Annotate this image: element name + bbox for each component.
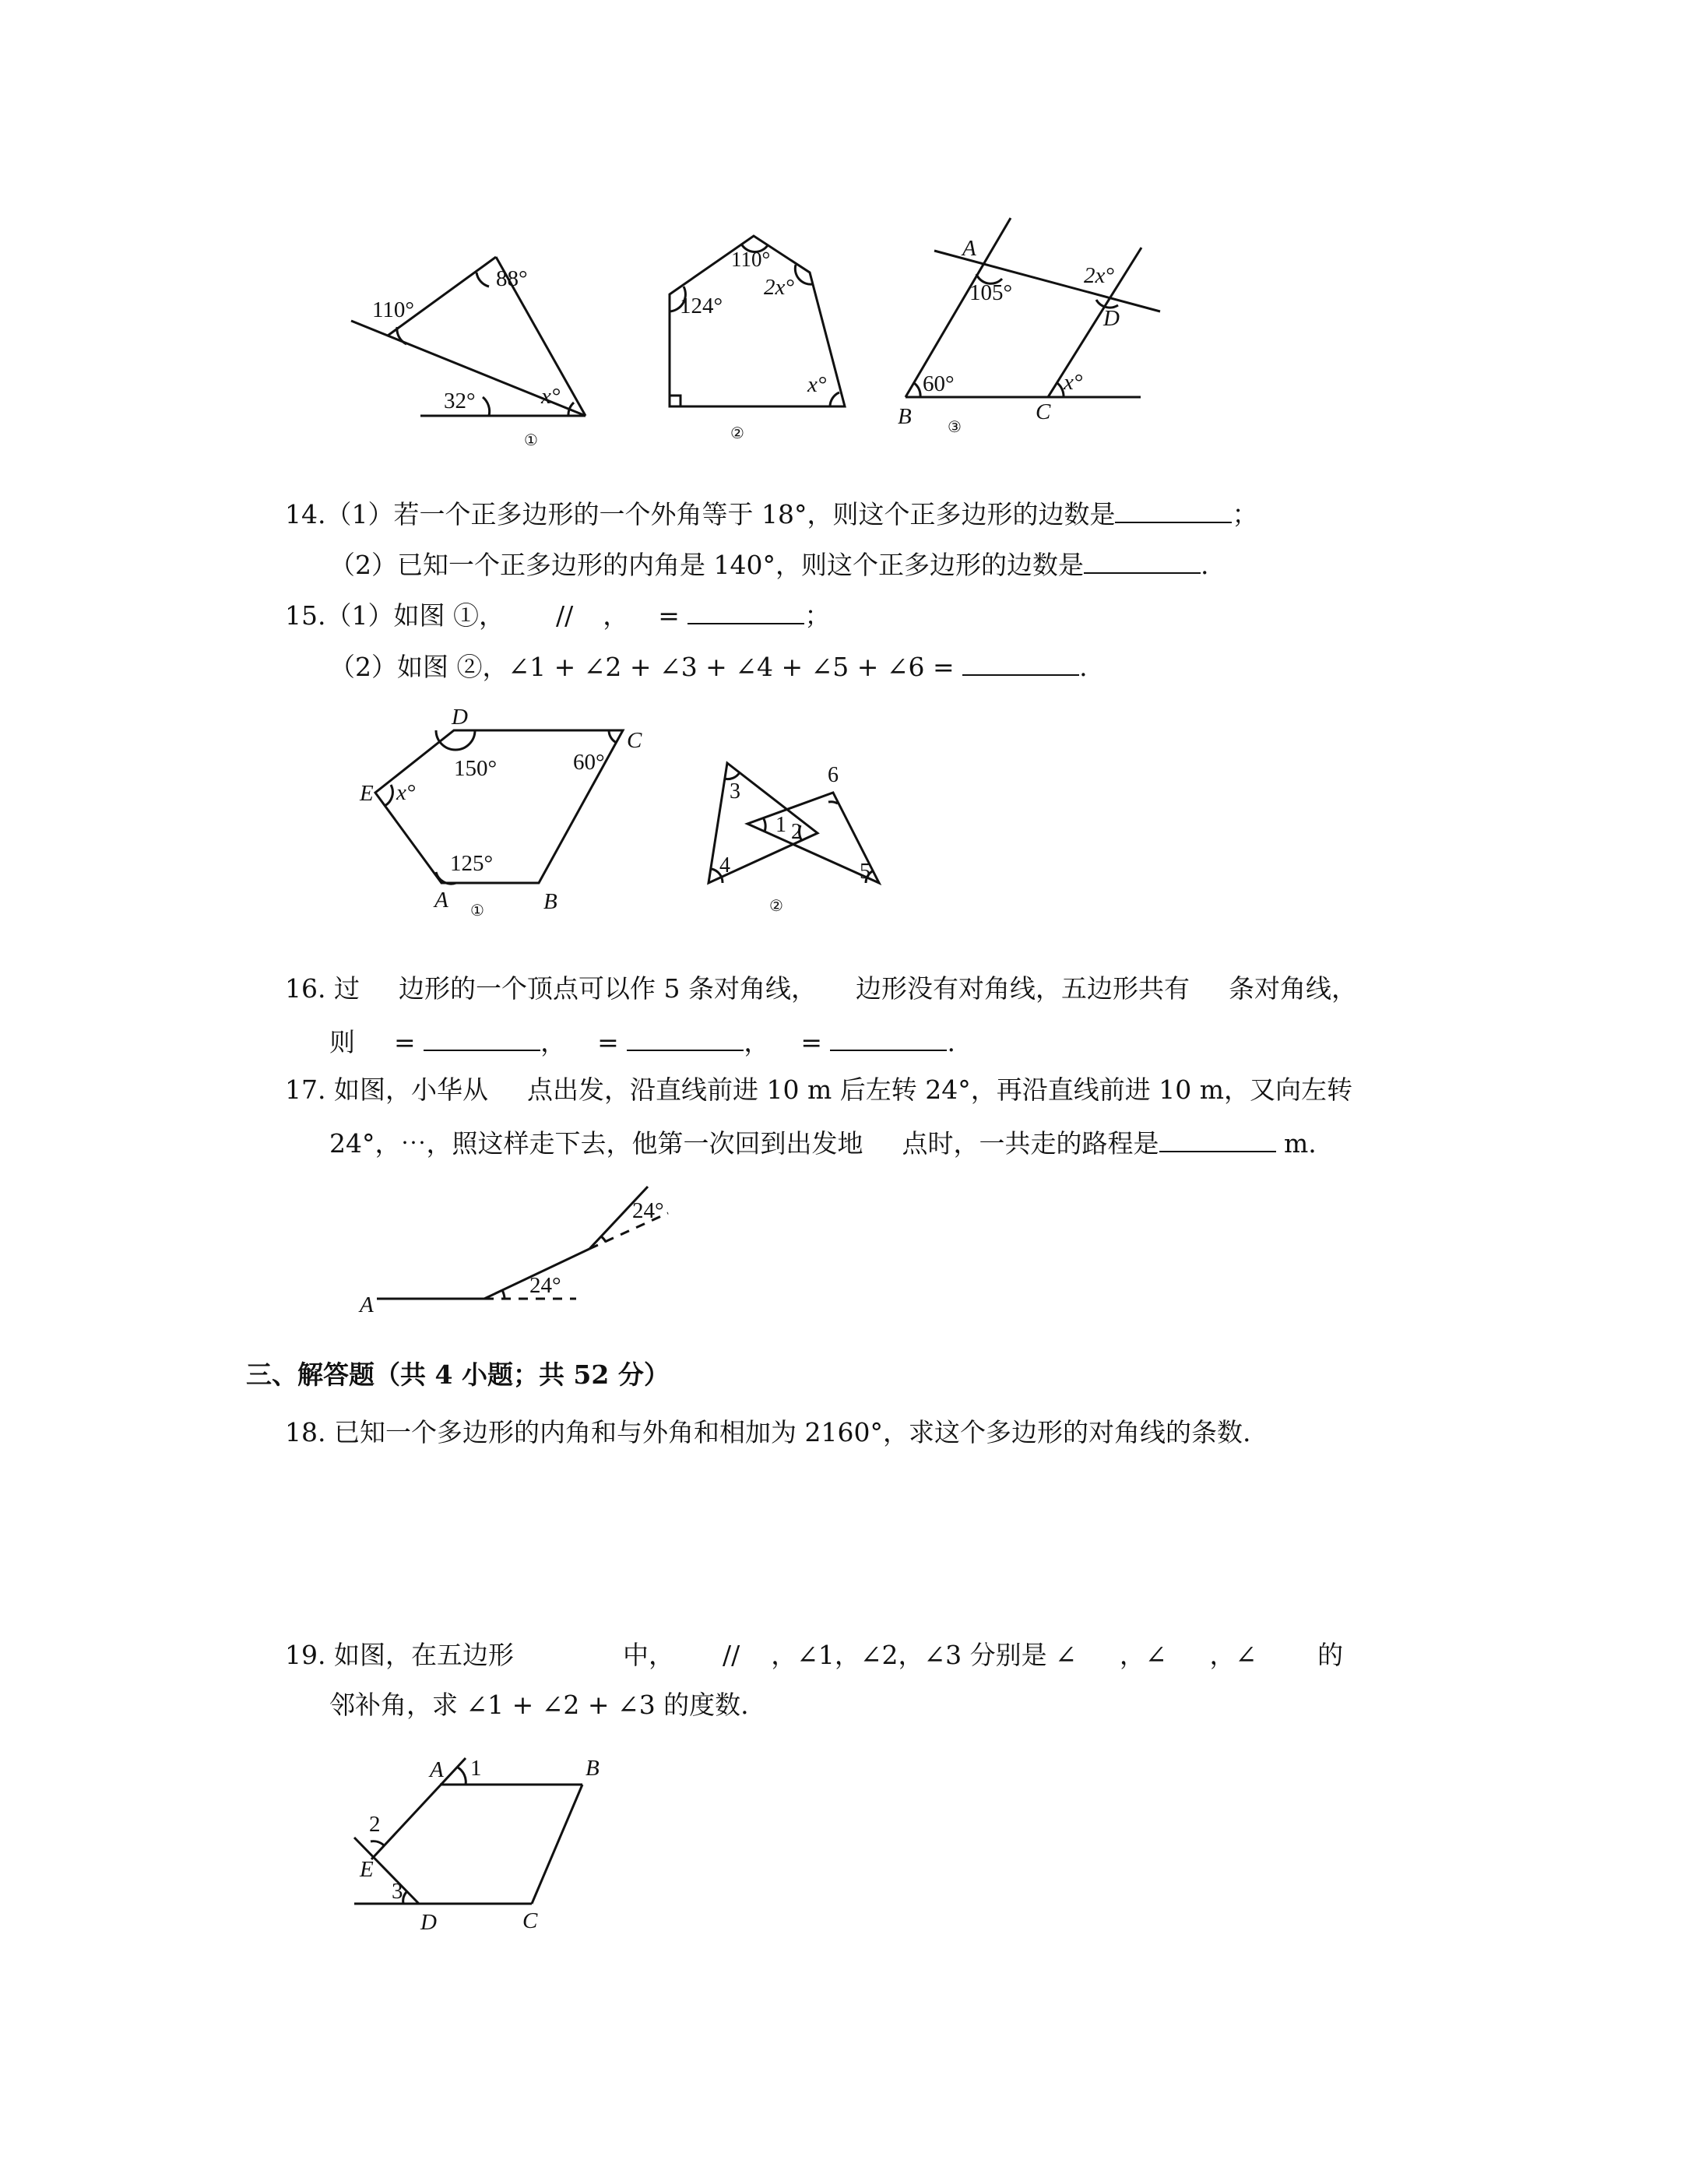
q14-end1: ；: [1232, 499, 1258, 529]
q15-fig1-point-b: B: [543, 889, 557, 914]
fig1-arc-88: [477, 273, 489, 287]
q15-fig1-label-60: 60°: [573, 750, 605, 775]
q17-text1a: 17. 如图，小华从: [285, 1074, 488, 1105]
q15-fig2-arc-1: [763, 818, 765, 832]
fig2-arc-x: [830, 392, 839, 406]
fig3-point-d: D: [1103, 306, 1120, 331]
q15-fig2-label-2: 2: [791, 820, 802, 844]
q16-text1b: 边形的一个顶点可以作 5 条对角线，: [398, 973, 817, 1004]
q15-fig1-label-x: x°: [396, 780, 416, 805]
q16-eq3: =: [800, 1027, 822, 1057]
q19-text1e: ，∠: [1119, 1640, 1167, 1670]
q16-text1a: 16. 过: [285, 973, 360, 1004]
q19-label-2: 2: [369, 1812, 381, 1837]
q15-fig2-label-3: 3: [730, 779, 740, 804]
q19-line2: [329, 1688, 749, 1722]
fig1-arc-32: [483, 397, 490, 416]
q14-text2: （2）已知一个正多边形的内角是 140°，则这个正多边形的边数是: [329, 550, 1084, 580]
q15-line1: [285, 596, 830, 633]
q17-end: m.: [1284, 1128, 1317, 1159]
q16-text1c: 边形没有对角线，五边形共有: [855, 973, 1190, 1004]
q16-answer-blank-3[interactable]: [830, 1023, 947, 1051]
q17-arc-2: [601, 1236, 606, 1242]
q15-fig2-label-5: 5: [860, 860, 870, 884]
q15-comma: ，: [603, 600, 629, 631]
q16-eq1: =: [394, 1027, 416, 1057]
q15-equals: =: [658, 600, 680, 631]
q17-label-angle-1: 24°: [529, 1273, 561, 1298]
q19-figure: [0, 1744, 1688, 1978]
fig3-label-2x: 2x°: [1084, 263, 1114, 288]
section3-title: 三、解答题（共 4 小题；共 52 分）: [246, 1359, 670, 1390]
fig3-label-x: x°: [1064, 370, 1083, 395]
q16-comma2: ，: [744, 1027, 770, 1057]
fig3-point-c: C: [1036, 399, 1051, 424]
q19-line1: [285, 1638, 1343, 1672]
q15-text2: （2）如图 ②，∠1 + ∠2 + ∠3 + ∠4 + ∠5 + ∠6 =: [329, 652, 955, 682]
fig3-label-105: 105°: [969, 280, 1013, 305]
q16-answer-blank-1[interactable]: [424, 1023, 540, 1051]
q14-end2: .: [1200, 550, 1209, 580]
q19-label-1: 1: [470, 1756, 482, 1781]
fig3-point-b: B: [898, 404, 912, 429]
q15-figures: [0, 701, 1688, 934]
q17-figure: [0, 1168, 1688, 1324]
q15-fig1-arc-e: [385, 785, 392, 806]
fig2-label-x: x°: [807, 372, 827, 397]
q15-fig1-point-a: A: [434, 888, 448, 913]
q16-end: .: [947, 1027, 955, 1057]
q16-line1: [285, 972, 1357, 1006]
q17-line2: [329, 1124, 1317, 1161]
q14-line2: [329, 546, 1208, 582]
q19-label-3: 3: [392, 1879, 403, 1904]
q19-text1f: ，∠: [1209, 1640, 1257, 1670]
q15-fig1-point-e: E: [360, 781, 374, 806]
q13-figures: [0, 0, 1688, 483]
q15-answer-blank-1[interactable]: [688, 596, 804, 624]
q19-line-bc: [532, 1785, 582, 1904]
q15-end1: ；: [804, 600, 831, 631]
q19-point-c: C: [522, 1908, 538, 1933]
q15-fig1-label-125: 125°: [450, 851, 494, 876]
q16-comma1: ，: [540, 1027, 567, 1057]
fig2-label-124: 124°: [680, 294, 723, 318]
q15-fig1-point-c: C: [627, 728, 642, 753]
q17-text2a: 24°，⋯，照这样走下去，他第一次回到出发地: [329, 1128, 863, 1159]
q14-answer-blank-1[interactable]: [1115, 495, 1232, 523]
q19-point-b: B: [586, 1756, 600, 1781]
q19-text1g: 的: [1317, 1640, 1344, 1670]
fig1-label-88: 88°: [496, 266, 528, 291]
q15-fig2-label-1: 1: [775, 813, 786, 837]
q19-point-e: E: [360, 1857, 374, 1882]
q14-text1: 14.（1）若一个正多边形的一个外角等于 18°，则这个正多边形的边数是: [285, 499, 1116, 529]
q18-text: 18. 已知一个多边形的内角和与外角和相加为 2160°，求这个多边形的对角线的条数.: [285, 1417, 1251, 1447]
q19-text2: 邻补角，求 ∠1 + ∠2 + ∠3 的度数.: [329, 1690, 749, 1720]
q15-fig1-label-150: 150°: [454, 756, 498, 781]
q17-point-a: A: [360, 1292, 374, 1317]
q15-fig2-label-4: 4: [719, 853, 730, 877]
q15-fig2-arc-6: [828, 802, 838, 804]
q18-line: [285, 1416, 1250, 1450]
q15-end2: .: [1079, 652, 1088, 682]
q17-line1: [285, 1073, 1352, 1107]
q16-line2: [329, 1023, 955, 1060]
q15-parallel: //: [555, 600, 574, 631]
q15-fig1-caption: ①: [470, 902, 484, 920]
q17-text1b: 点出发，沿直线前进 10 m 后左转 24°，再沿直线前进 10 m，又向左转: [526, 1074, 1352, 1105]
q15-fig1-arc-c: [609, 730, 617, 743]
q19-point-d: D: [420, 1910, 437, 1935]
q15-answer-blank-2[interactable]: [962, 648, 1079, 676]
q16-text1d: 条对角线，: [1228, 973, 1357, 1004]
q17-arc-1: [502, 1290, 505, 1299]
q17-label-angle-2: 24°: [632, 1198, 664, 1223]
fig2-label-110: 110°: [731, 248, 771, 271]
q15-text1a: 15.（1）如图 ①，: [285, 600, 505, 631]
q16-eq2: =: [597, 1027, 619, 1057]
q19-text1a: 19. 如图，在五边形: [285, 1640, 514, 1670]
q15-fig2-caption: ②: [769, 898, 783, 915]
q14-answer-blank-2[interactable]: [1084, 546, 1201, 574]
fig2-right-angle: [670, 396, 680, 406]
q16-text2a: 则: [329, 1027, 355, 1057]
fig3-caption: ③: [948, 419, 962, 436]
fig1-label-x: x°: [541, 384, 561, 409]
fig3-point-a: A: [962, 236, 976, 261]
q19-point-a: A: [430, 1757, 444, 1782]
q19-parallel: //: [722, 1640, 740, 1670]
q15-line2: [329, 648, 1088, 684]
q15-fig2-label-6: 6: [828, 763, 839, 787]
q17-text2b: 点时，一共走的路程是: [902, 1128, 1159, 1159]
fig2-label-2x: 2x°: [764, 275, 794, 300]
fig3-line-ab: [906, 218, 1011, 397]
q16-answer-blank-2[interactable]: [627, 1023, 744, 1051]
fig1-caption: ①: [524, 432, 538, 449]
fig1-label-32: 32°: [444, 389, 476, 413]
q17-answer-blank[interactable]: [1159, 1124, 1276, 1152]
q19-text1d: ，∠1，∠2，∠3 分别是 ∠: [771, 1640, 1077, 1670]
fig2-caption: ②: [730, 425, 744, 442]
fig1-top: [388, 257, 496, 336]
fig3-label-60: 60°: [923, 371, 955, 396]
fig3-arc-x: [1057, 383, 1064, 397]
fig1-label-110: 110°: [372, 297, 415, 322]
fig3-arc-60: [914, 383, 920, 397]
q19-arc-3: [403, 1892, 406, 1904]
q19-arc-1: [458, 1767, 466, 1785]
q15-fig1-point-d: D: [452, 705, 468, 730]
q19-text1b: 中，: [622, 1640, 674, 1670]
q14-line1: [285, 495, 1257, 532]
q19-arc-2: [371, 1841, 384, 1845]
q19-line-ae: [371, 1758, 466, 1859]
